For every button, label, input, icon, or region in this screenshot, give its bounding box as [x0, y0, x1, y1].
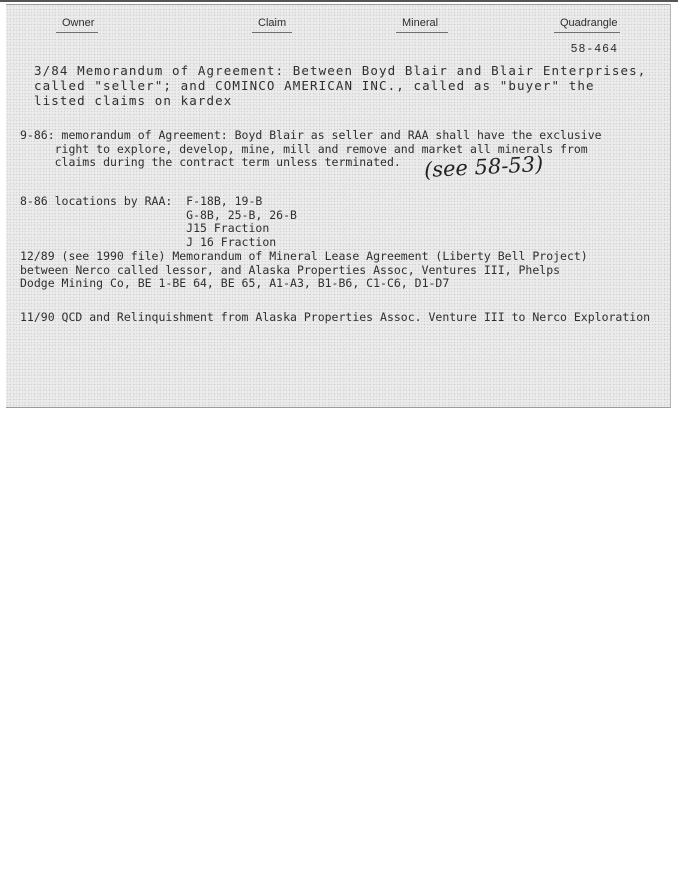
quadrangle-underline: [554, 32, 620, 33]
page-top-edge: [0, 0, 678, 2]
quadrangle-label: Quadrangle: [560, 17, 618, 29]
entry-1986-memorandum: 9-86: memorandum of Agreement: Boyd Blair as seller and RAA shall have the exclusive right to explore, develop, mine, mill and remove and market all minerals from claims during the contract term unless terminated.: [20, 128, 602, 169]
entry-1989-lease-agreement: 12/89 (see 1990 file) Memorandum of Mineral Lease Agreement (Liberty Bell Project) between Nerco called lessor, and Alaska Properties Assoc, Ventures III, Phelps Dodge Mining Co, BE 1-BE 64, BE 65, A1-A3, B1-B6, C1-C6, D1-D7: [20, 249, 588, 290]
handwritten-reference-note: (see 58-53): [423, 151, 544, 183]
owner-underline: [56, 32, 98, 33]
entry-1984-memorandum: 3/84 Memorandum of Agreement: Between Boyd Blair and Blair Enterprises, called "seller"; and COMINCO AMERICAN INC., called as "buyer" the listed claims on kardex: [34, 63, 647, 108]
claim-underline: [252, 32, 292, 33]
entry-1990-relinquishment: 11/90 QCD and Relinquishment from Alaska Properties Assoc. Venture III to Nerco Exploration: [20, 310, 651, 324]
mineral-underline: [396, 32, 448, 33]
card-header: [6, 17, 670, 33]
entry-1986-locations: 8-86 locations by RAA: F-18B, 19-B G-8B, 25-B, 26-B J15 Fraction J 16 Fraction: [20, 194, 297, 249]
owner-label: Owner: [62, 17, 95, 29]
document-number: 58-464: [570, 43, 618, 56]
kardex-card: [6, 4, 671, 408]
claim-label: Claim: [258, 17, 287, 29]
mineral-label: Mineral: [402, 17, 439, 29]
